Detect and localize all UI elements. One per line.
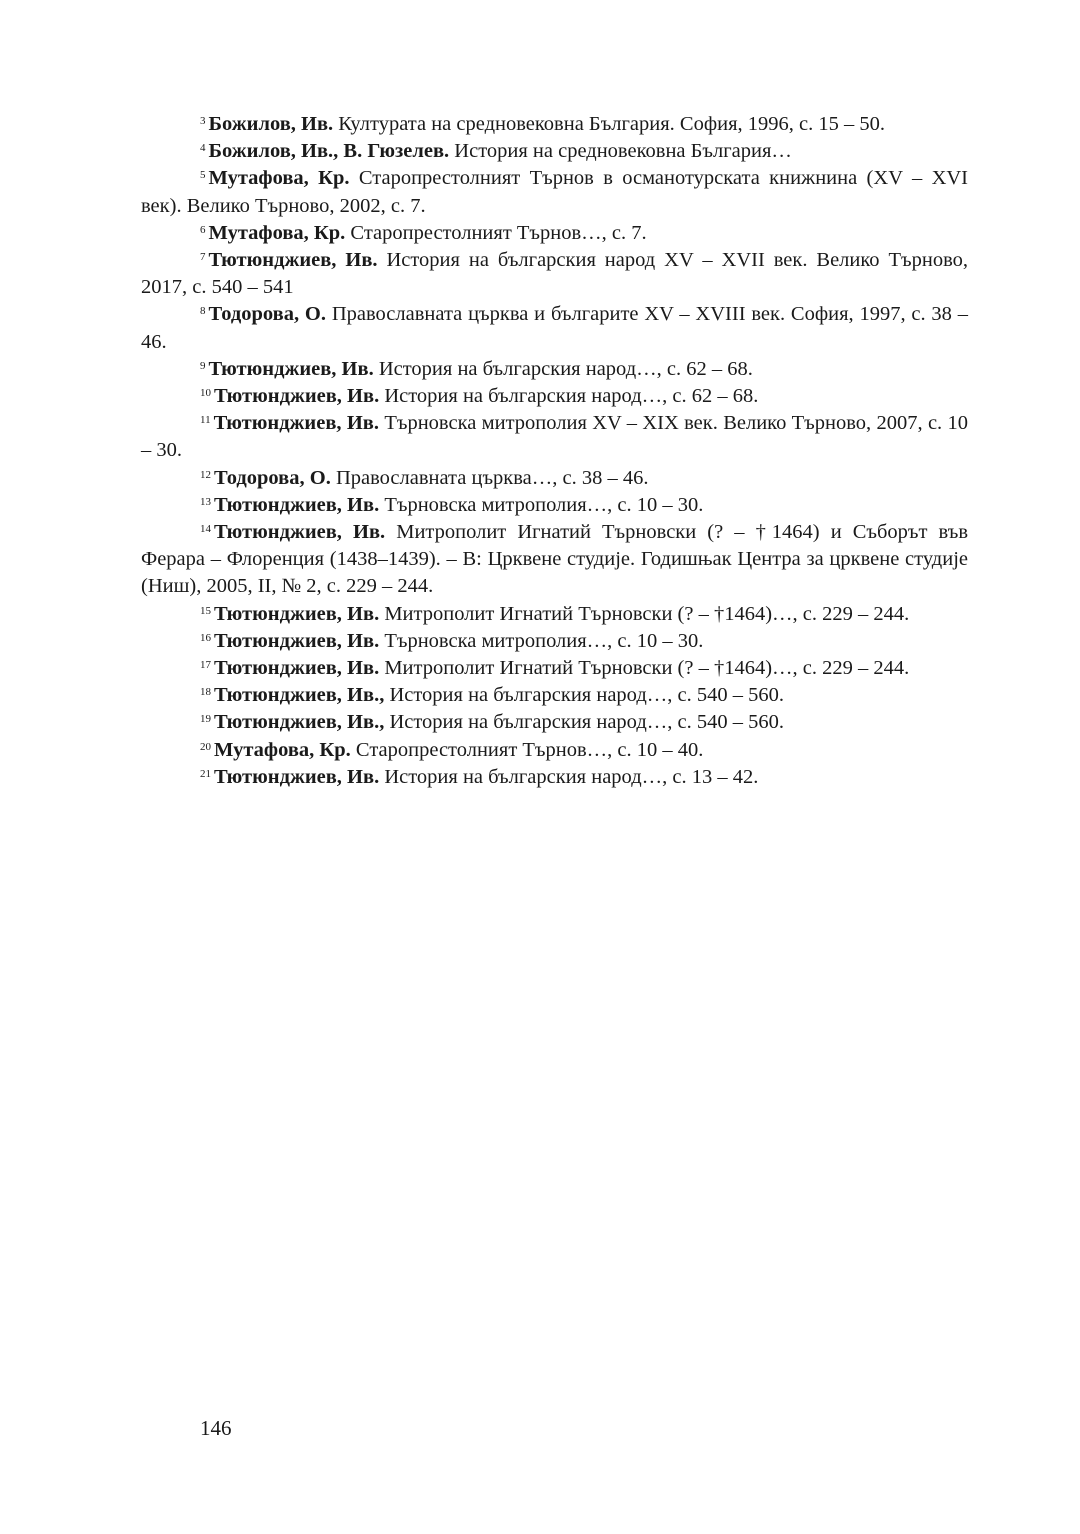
footnote-number: 8	[200, 305, 206, 318]
footnote	[141, 220, 968, 247]
footnote-text: История на българския народ…, с. 13 – 42.	[384, 765, 759, 788]
footnote-text: История на българския народ…, с. 62 – 68.	[378, 357, 753, 380]
footnote-text: Търновска митрополия…, с. 10 – 30.	[384, 493, 704, 516]
footnote-text: Културата на средновековна България. София, 1996, с. 15 – 50.	[338, 113, 886, 135]
footnote-text: История на българския народ XV – XVII век. Велико Търново, 2017, с. 540 – 541	[141, 249, 968, 299]
footnote-text: Търновска митрополия XV – XIX век. Велико Търново, 2007, с. 10 – 30.	[141, 412, 968, 462]
footnote	[141, 709, 968, 736]
footnote-text: Митрополит Игнатий Търновски (? – †1464)…, с. 229 – 244.	[384, 602, 910, 625]
footnote-number: 17	[200, 659, 211, 672]
footnote	[141, 628, 968, 655]
footnote-number: 12	[200, 468, 211, 481]
footnote-author: Тютюнджиев, Ив.	[208, 357, 374, 380]
footnote-number: 11	[200, 414, 211, 427]
footnote	[141, 737, 968, 764]
footnote-text: Старопрестолният Търнов…, с. 7.	[350, 221, 647, 244]
footnote-number: 6	[200, 223, 206, 236]
footnote	[141, 519, 968, 601]
footnote-author: Тютюнджиев, Ив.	[214, 657, 380, 680]
footnote-text: Митрополит Игнатий Търновски (? – †1464)…, с. 229 – 244.	[384, 657, 910, 680]
footnote-number: 9	[200, 359, 206, 372]
footnote-author: Божилов, Ив.	[208, 113, 334, 135]
footnote-text: Старопрестолният Търнов…, с. 10 – 40.	[355, 738, 704, 761]
footnotes	[141, 111, 968, 791]
footnote-author: Тютюнджиев, Ив.	[213, 412, 379, 435]
footnote-author: Тютюнджиев, Ив.	[208, 249, 378, 272]
footnote-text: Митрополит Игнатий Търновски (? – †1464) и Съборът във Ферара – Флоренция (1438–1439). – В: Црквене студије. Годишњак Центра за црквене студије (Ниш), 2005, II, № 2, с. 229 – 244.	[141, 521, 969, 598]
footnote-author: Тютюнджиев, Ив.	[214, 493, 380, 516]
footnote	[141, 410, 968, 464]
footnote	[141, 165, 968, 219]
footnote-number: 19	[200, 713, 211, 726]
footnote-number: 16	[200, 631, 211, 644]
footnote-author: Тодорова, О.	[214, 466, 331, 489]
footnote-author: Тютюнджиев, Ив.	[214, 765, 380, 788]
footnote	[141, 138, 968, 165]
footnote-number: 7	[200, 251, 206, 264]
footnote-number: 21	[200, 767, 211, 780]
footnote-number: 5	[200, 169, 206, 182]
footnote	[141, 655, 968, 682]
footnote	[141, 111, 968, 138]
footnote	[141, 764, 968, 791]
footnote-number: 10	[200, 387, 211, 400]
footnote-author: Тютюнджиев, Ив.,	[214, 711, 385, 734]
footnote-number: 15	[200, 604, 211, 617]
footnote-number: 20	[200, 740, 211, 753]
footnote-text: История на българския народ…, с. 62 – 68.	[384, 385, 759, 408]
footnote	[141, 247, 968, 301]
footnote-author: Божилов, Ив., В. Гюзелев.	[208, 140, 450, 163]
footnote-text: Старопрестолният Търнов в османотурската книжнина (XV – XVI век). Велико Търново, 2002, с. 7.	[141, 167, 969, 217]
footnote-author: Тодорова, О.	[208, 303, 327, 326]
footnote-text: Православната църква и българите XV – XVIII век. София, 1997, с. 38 – 46.	[141, 303, 968, 353]
footnote-number: 3	[200, 115, 206, 127]
footnote	[141, 356, 968, 383]
footnote-number: 14	[200, 523, 211, 536]
footnote-author: Тютюнджиев, Ив.	[214, 602, 380, 625]
footnote-author: Тютюнджиев, Ив.	[214, 385, 380, 408]
footnote-text: История на българския народ…, с. 540 – 560.	[389, 684, 784, 707]
footnote	[141, 682, 968, 709]
footnote-text: История на средновековна България…	[454, 140, 792, 163]
footnote-author: Мутафова, Кр.	[214, 738, 351, 761]
footnote-author: Тютюнджиев, Ив.,	[214, 684, 385, 707]
footnote-author: Тютюнджиев, Ив.	[214, 521, 386, 544]
footnote	[141, 383, 968, 410]
page-number: 146	[200, 1416, 232, 1440]
footnote-text: История на българския народ…, с. 540 – 560.	[389, 711, 784, 734]
footnote	[141, 465, 968, 492]
footnote-author: Тютюнджиев, Ив.	[214, 629, 380, 652]
footnote-text: Православната църква…, с. 38 – 46.	[335, 466, 649, 489]
footnote-number: 4	[200, 142, 206, 155]
footnote-author: Мутафова, Кр.	[208, 221, 346, 244]
footnote-author: Мутафова, Кр.	[208, 167, 350, 190]
footnote-text: Търновска митрополия…, с. 10 – 30.	[384, 629, 704, 652]
footnote-number: 18	[200, 686, 211, 699]
footnote	[141, 301, 968, 355]
footnote	[141, 601, 968, 628]
footnote	[141, 492, 968, 519]
footnote-number: 13	[200, 495, 211, 508]
